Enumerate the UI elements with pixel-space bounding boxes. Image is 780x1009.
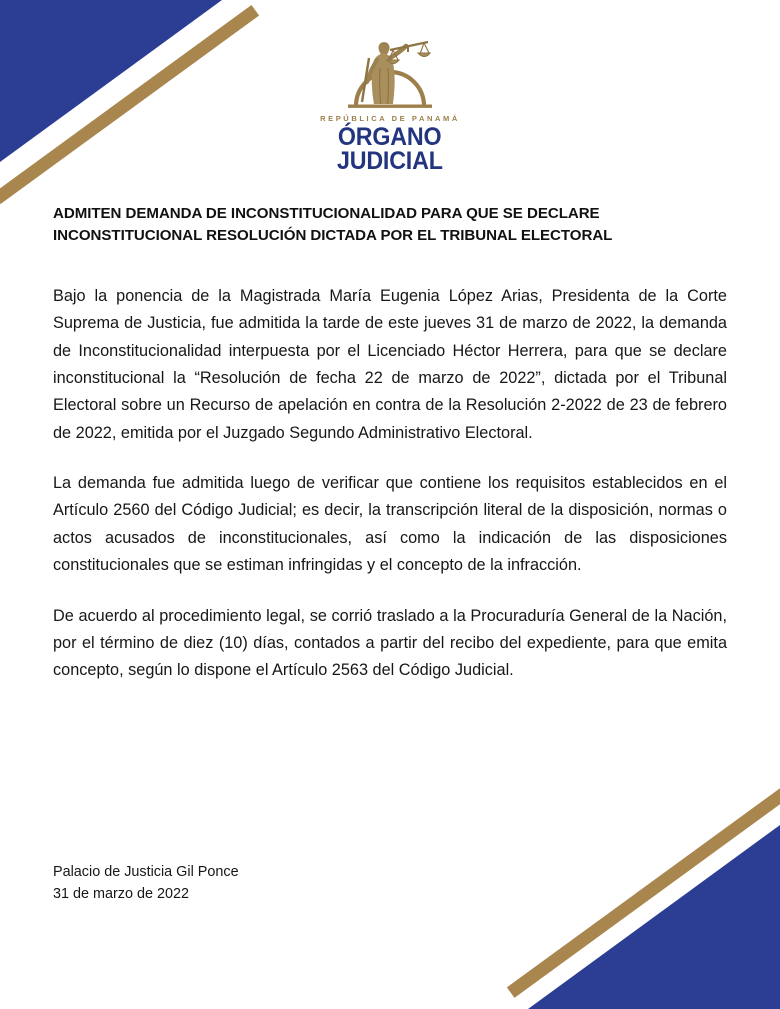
paragraph-2: La demanda fue admitida luego de verificar que contiene los requisitos establecidos en el Artículo 2560 del Código Judicial; es decir, la transcripción literal de la disposición, normas o actos acusados de inconstitucionales, así como la indicación de las disposiciones constitucionales que se estiman infringidas y el concepto de la infracción. xyxy=(53,474,727,575)
document-footer xyxy=(53,862,553,906)
lady-justice-emblem-icon xyxy=(332,28,448,114)
bottom-right-blue-triangle xyxy=(528,825,780,1009)
footer-location: Palacio de Justicia Gil Ponce xyxy=(53,864,239,880)
paragraph-3: De acuerdo al procedimiento legal, se corrió traslado a la Procuraduría General de la Nación, por el término de diez (10) días, contados a partir del recibo del expediente, para que emita concepto, según lo dispone el Artículo 2563 del Código Judicial. xyxy=(53,606,727,680)
paragraph-1: Bajo la ponencia de la Magistrada María Eugenia López Arias, Presidenta de la Corte Suprema de Justicia, fue admitida la tarde de este jueves 31 de marzo de 2022, la demanda de Inconstitucionalidad interpuesta por el Licenciado Héctor Herrera, para que se declare inconstitucional la “Resolución de fecha 22 de marzo de 2022”, dictada por el Tribunal Electoral sobre un Recurso de apelación en contra de la Resolución 2-2022 de 23 de febrero de 2022, emitida por el Juzgado Segundo Administrativo Electoral. xyxy=(53,286,727,442)
footer-date: 31 de marzo de 2022 xyxy=(53,885,190,902)
page-title: ADMITEN DEMANDA DE INCONSTITUCIONALIDAD PARA QUE SE DECLARE INCONSTITUCIONAL RESOLUCIÓN DICTADA POR EL TRIBUNAL ELECTORAL xyxy=(53,205,613,244)
organo-judicial-logo xyxy=(0,28,780,174)
logo-organo-text: ÓRGANO xyxy=(338,122,442,151)
logo-republic-text: REPÚBLICA DE PANAMÁ xyxy=(320,114,460,123)
logo-judicial-text: JUDICIAL xyxy=(337,147,443,176)
document-body xyxy=(53,203,727,685)
